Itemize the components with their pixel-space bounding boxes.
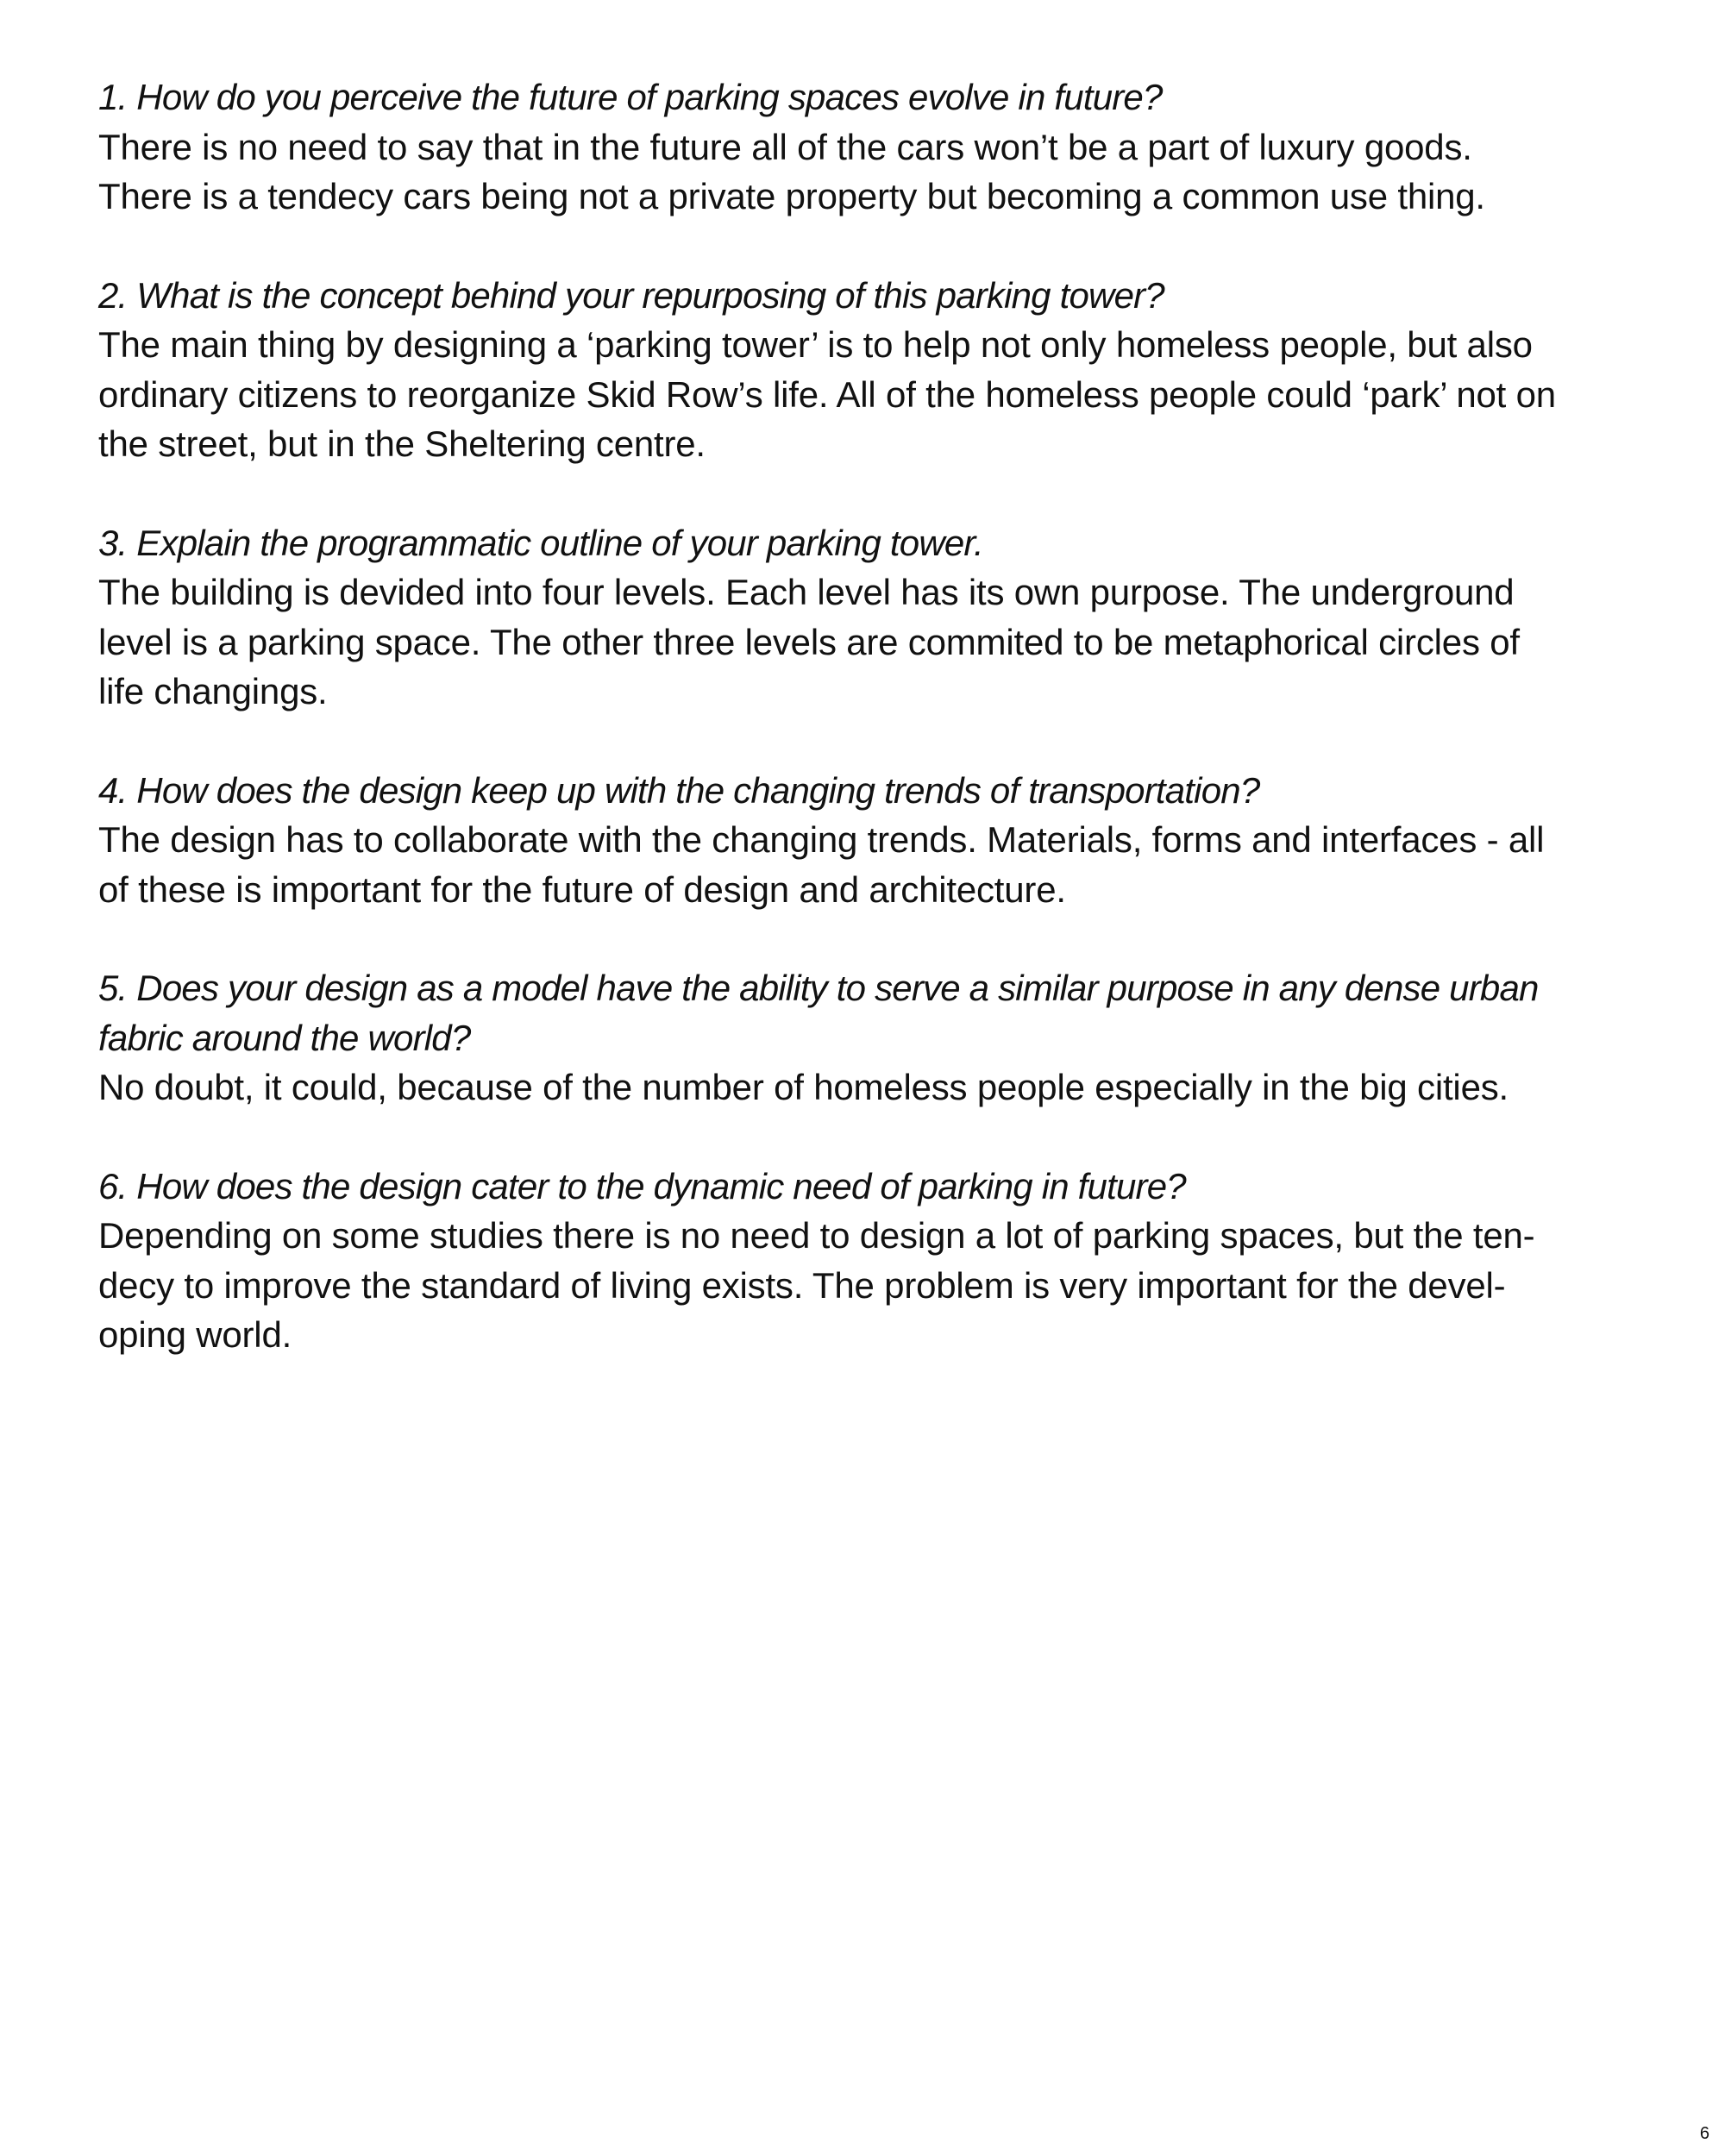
question-3-line-1: 3. Explain the programmatic outline of your parking tower.	[98, 522, 983, 563]
answer-2-line-2: ordinary citizens to reorganize Skid Row’s life. All of the homeless people could ‘park’ not on	[98, 373, 1556, 415]
answer-3-line-3: life changings.	[98, 671, 328, 711]
qa-item-6	[98, 1162, 1685, 1360]
question-4-line-1: 4. How does the design keep up with the changing trends of transportation?	[98, 769, 1260, 811]
qa-item-5	[98, 963, 1685, 1112]
question-4	[98, 766, 1685, 816]
answer-5-line-1: No doubt, it could, because of the number of homeless people especially in the big cities.	[98, 1067, 1509, 1107]
answer-2-line-3: the street, but in the Sheltering centre.	[98, 423, 706, 464]
question-6	[98, 1162, 1685, 1212]
qa-item-3	[98, 518, 1685, 717]
question-3	[98, 518, 1685, 568]
answer-3	[98, 567, 1685, 717]
answer-4-line-1: The design has to collaborate with the changing trends. Materials, forms and interfaces - all	[98, 819, 1545, 860]
answer-6-line-3: oping world.	[98, 1314, 292, 1355]
answer-3-line-2: level is a parking space. The other three levels are commited to be metaphorical circles of	[98, 621, 1520, 662]
question-5-line-2: fabric around the world?	[98, 1017, 471, 1058]
answer-1-line-1: There is no need to say that in the future all of the cars won’t be a part of luxury goods.	[98, 126, 1472, 167]
answer-6	[98, 1211, 1685, 1360]
qa-item-2	[98, 271, 1685, 469]
answer-6-line-2: decy to improve the standard of living exists. The problem is very important for the devel-	[98, 1264, 1506, 1306]
answer-5	[98, 1062, 1685, 1112]
question-5	[98, 963, 1685, 1062]
qa-item-1	[98, 72, 1685, 222]
answer-4-line-2: of these is important for the future of design and architecture.	[98, 868, 1066, 910]
qa-item-4	[98, 766, 1685, 915]
page-number: 6	[1699, 2124, 1709, 2143]
answer-6-line-1: Depending on some studies there is no need to design a lot of parking spaces, but the ten-	[98, 1215, 1535, 1256]
question-2	[98, 271, 1685, 321]
document-page	[98, 72, 1685, 1409]
answer-2	[98, 320, 1685, 469]
question-5-line-1: 5. Does your design as a model have the ability to serve a similar purpose in any dense urban	[98, 968, 1539, 1008]
answer-3-line-1: The building is devided into four levels. Each level has its own purpose. The underground	[98, 572, 1515, 612]
answer-2-line-1: The main thing by designing a ‘parking tower’ is to help not only homeless people, but also	[98, 324, 1533, 365]
question-6-line-1: 6. How does the design cater to the dynamic need of parking in future?	[98, 1165, 1186, 1206]
answer-1	[98, 122, 1685, 222]
question-1	[98, 72, 1685, 122]
answer-4	[98, 815, 1685, 914]
answer-1-line-2: There is a tendecy cars being not a private property but becoming a common use thing.	[98, 176, 1485, 216]
question-1-line-1: 1. How do you perceive the future of parking spaces evolve in future?	[98, 77, 1163, 117]
question-2-line-1: 2. What is the concept behind your repurposing of this parking tower?	[98, 274, 1164, 316]
